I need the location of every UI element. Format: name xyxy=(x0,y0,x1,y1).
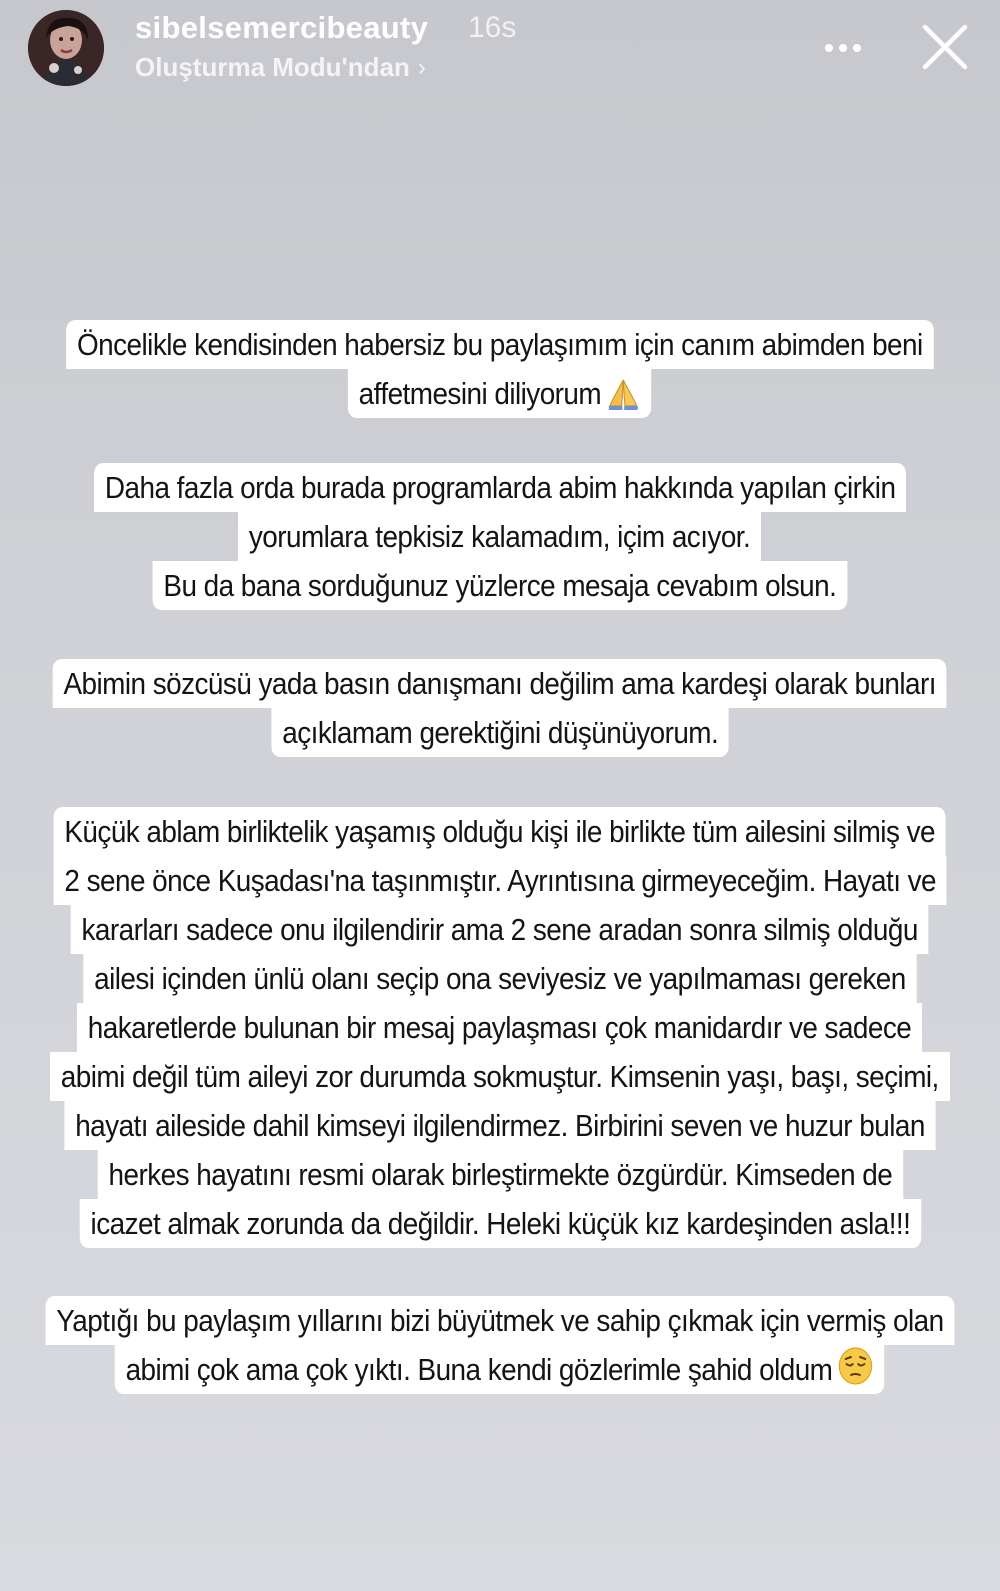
username[interactable]: sibelsemercibeauty xyxy=(135,10,429,45)
text-line: hakaretlerde bulunan bir mesaj paylaşması çok manidardır ve sadece xyxy=(77,1003,922,1052)
text-line-with-emoji xyxy=(115,1345,885,1394)
post-time: 16s xyxy=(468,11,517,44)
text-line: Öncelikle kendisinden habersiz bu paylaşımım için canım abimden beni xyxy=(66,320,933,369)
text-line: 2 sene önce Kuşadası'na taşınmıştır. Ayrıntısına girmeyeceğim. Hayatı ve xyxy=(53,856,946,905)
more-horizontal-icon xyxy=(825,44,833,52)
avatar[interactable] xyxy=(28,10,104,86)
text-line: hayatı aileside dahil kimseyi ilgilendirmez. Birbirini seven ve huzur bulan xyxy=(64,1101,935,1150)
paragraph-4 xyxy=(0,807,1000,1248)
text-line: abimi çok ama çok yıktı. Buna kendi gözlerimle şahid oldum xyxy=(125,1352,833,1387)
text-line: kararları sadece onu ilgilendirir ama 2 sene aradan sonra silmiş olduğu xyxy=(71,905,929,954)
pensive-face-icon xyxy=(838,1346,874,1400)
close-icon xyxy=(918,20,972,74)
text-line: açıklamam gerektiğini düşünüyorum. xyxy=(271,708,729,757)
paragraph-1 xyxy=(0,320,1000,418)
chevron-right-icon: › xyxy=(417,53,426,81)
paragraph-2 xyxy=(0,463,1000,610)
text-line: affetmesini diliyorum xyxy=(358,376,602,411)
more-options-button[interactable] xyxy=(818,30,868,66)
more-horizontal-icon xyxy=(853,44,861,52)
avatar-image xyxy=(28,10,104,86)
text-line: Daha fazla orda burada programlarda abim hakkında yapılan çirkin xyxy=(94,463,906,512)
paragraph-3 xyxy=(0,659,1000,757)
creation-mode-label: Oluşturma Modu'ndan xyxy=(135,52,410,82)
text-line: Bu da bana sorduğunuz yüzlerce mesaja cevabım olsun. xyxy=(153,561,848,610)
text-line-with-emoji xyxy=(348,369,652,418)
paragraph-5 xyxy=(0,1296,1000,1394)
folded-hands-icon xyxy=(607,375,641,424)
text-line: Küçük ablam birliktelik yaşamış olduğu kişi ile birlikte tüm ailesini silmiş ve xyxy=(54,807,946,856)
text-line: herkes hayatını resmi olarak birleştirmekte özgürdür. Kimseden de xyxy=(97,1150,902,1199)
text-line: abimi değil tüm aileyi zor durumda sokmuştur. Kimsenin yaşı, başı, seçimi, xyxy=(50,1052,950,1101)
text-line: yorumlara tepkisiz kalamadım, içim acıyor. xyxy=(239,512,762,561)
text-line: Yaptığı bu paylaşım yıllarını bizi büyütmek ve sahip çıkmak için vermiş olan xyxy=(46,1296,955,1345)
more-horizontal-icon xyxy=(839,44,847,52)
story-header xyxy=(0,0,1000,100)
text-line: ailesi içinden ünlü olanı seçip ona seviyesiz ve yapılmaması gereken xyxy=(83,954,916,1003)
close-button[interactable] xyxy=(918,20,972,74)
creation-mode-link[interactable] xyxy=(135,52,426,83)
text-line: icazet almak zorunda da değildir. Heleki küçük kız kardeşinden asla!!! xyxy=(79,1199,920,1248)
text-line: Abimin sözcüsü yada basın danışmanı değilim ama kardeşi olarak bunları xyxy=(53,659,947,708)
